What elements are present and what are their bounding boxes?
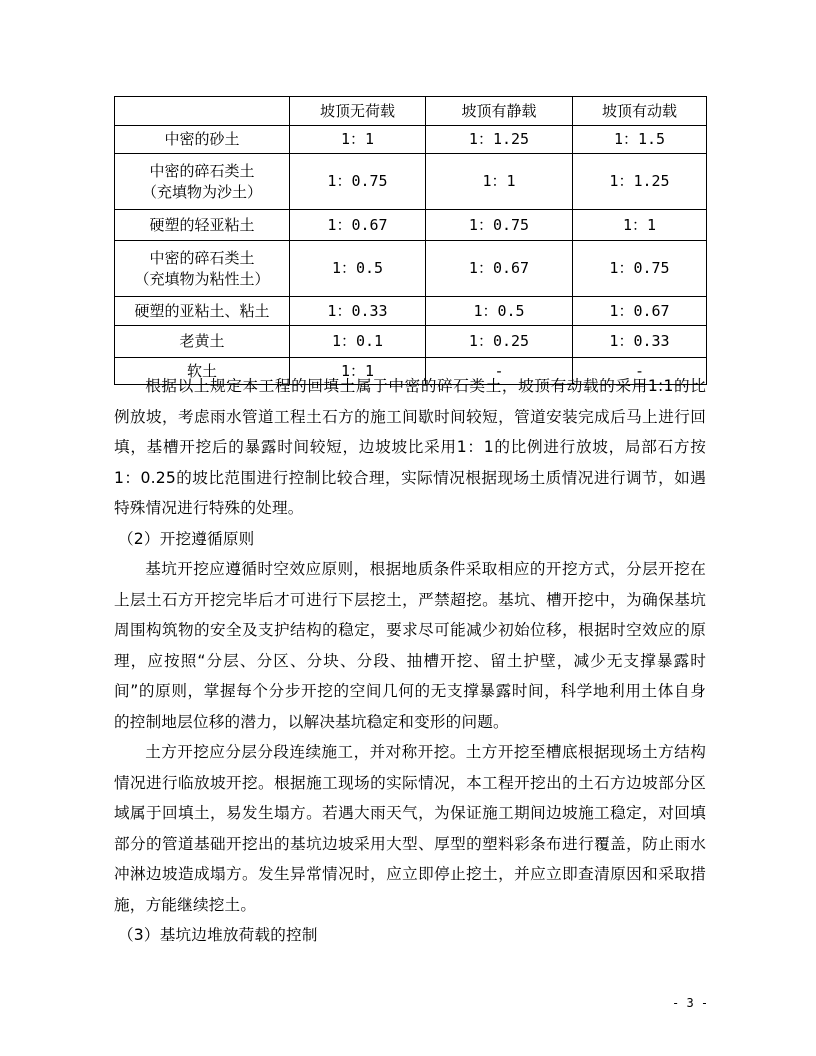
ratio-cell: 1：0.33 [573,326,707,358]
ratio-cell: 1：1.5 [573,126,707,154]
table-row [115,241,707,297]
paragraph-layered-excavation: 土方开挖应分层分段连续施工，并对称开挖。土方开挖至槽底根据现场土方结构情况进行临放坡开挖。根据施工现场的实际情况，本工程开挖出的土石方边坡部分区域属于回填土，易发生塌方。若遇大雨天气，为保证施工期间边坡施工稳定，对回填部分的管道基础开挖出的基坑边坡采用大型、厚型的塑料彩条布进行覆盖，防止雨水冲淋边坡造成塌方。发生异常情况时，应立即停止挖土，并应立即查清原因和采取措施，方能继续挖土。 [114,743,706,914]
ratio-cell: 1：0.75 [290,154,426,210]
table-header-cell: 坡顶有静载 [426,97,573,126]
ratio-cell: 1：1 [290,358,426,385]
ratio-cell: 1：0.75 [573,241,707,297]
table-header-cell [115,97,290,126]
slope-ratio-table [114,96,707,385]
ratio-cell: 1：0.67 [290,210,426,241]
paragraph-backfill-slope: 根据以上规定本工程的回填土属于中密的碎石类土，坡顶有动载的采用1:1的比例放坡，考虑雨水管道工程土石方的施工间歇时间较短，管道安装完成后马上进行回填，基槽开挖后的暴露时间较短，边坡坡比采用1：1的比例进行放坡，局部石方按1：0.25的坡比范围进行控制比较合理，实际情况根据现场土质情况进行调节，如遇特殊情况进行特殊的处理。 [114,377,706,517]
table-header-cell: 坡顶无荷载 [290,97,426,126]
ratio-cell: 1：1 [573,210,707,241]
ratio-cell: 1：0.5 [290,241,426,297]
ratio-cell: - [426,358,573,385]
soil-type-cell: 老黄土 [115,326,290,358]
ratio-cell: 1：1 [426,154,573,210]
table-row [115,297,707,326]
page-number: - 3 - [672,996,709,1010]
table-header-row [115,97,707,126]
section-heading-load-control: （3）基坑边堆放荷载的控制 [118,926,318,944]
section-heading-excavation-principles: （2）开挖遵循原则 [118,529,255,548]
table-header-cell: 坡顶有动载 [573,97,707,126]
soil-type-cell: 软土 [115,358,290,385]
ratio-cell: 1：1.25 [573,154,707,210]
table-row [115,154,707,210]
soil-type-cell: 硬塑的轻亚粘土 [115,210,290,241]
table-row [115,210,707,241]
ratio-cell: 1：0.25 [426,326,573,358]
table-row [115,326,707,358]
ratio-cell: 1：0.75 [426,210,573,241]
ratio-cell: 1：0.5 [426,297,573,326]
ratio-cell: 1：0.67 [426,241,573,297]
ratio-cell: 1：0.67 [573,297,707,326]
table-row [115,126,707,154]
ratio-cell: 1：1 [290,126,426,154]
soil-type-cell: 中密的砂土 [115,126,290,154]
soil-type-cell: 中密的碎石类土 （充填物为沙土） [115,154,290,210]
body-text [114,371,706,951]
ratio-cell: 1：0.1 [290,326,426,358]
soil-type-cell: 中密的碎石类土 （充填物为粘性土） [115,241,290,297]
ratio-cell: - [573,358,707,385]
soil-type-cell: 硬塑的亚粘土、粘土 [115,297,290,326]
ratio-cell: 1：1.25 [426,126,573,154]
ratio-cell: 1：0.33 [290,297,426,326]
paragraph-excavation-principles: 基坑开挖应遵循时空效应原则，根据地质条件采取相应的开挖方式，分层开挖在上层土石方开挖完毕后才可进行下层挖土，严禁超挖。基坑、槽开挖中，为确保基坑周围构筑物的安全及支护结构的稳定，要求尽可能减少初始位移，根据时空效应的原理，应按照“分层、分区、分块、分段、抽槽开挖、留土护壁，减少无支撑暴露时间”的原则，掌握每个分步开挖的空间几何的无支撑暴露时间，科学地利用土体自身的控制地层位移的潜力，以解决基坑稳定和变形的问题。 [114,560,706,731]
